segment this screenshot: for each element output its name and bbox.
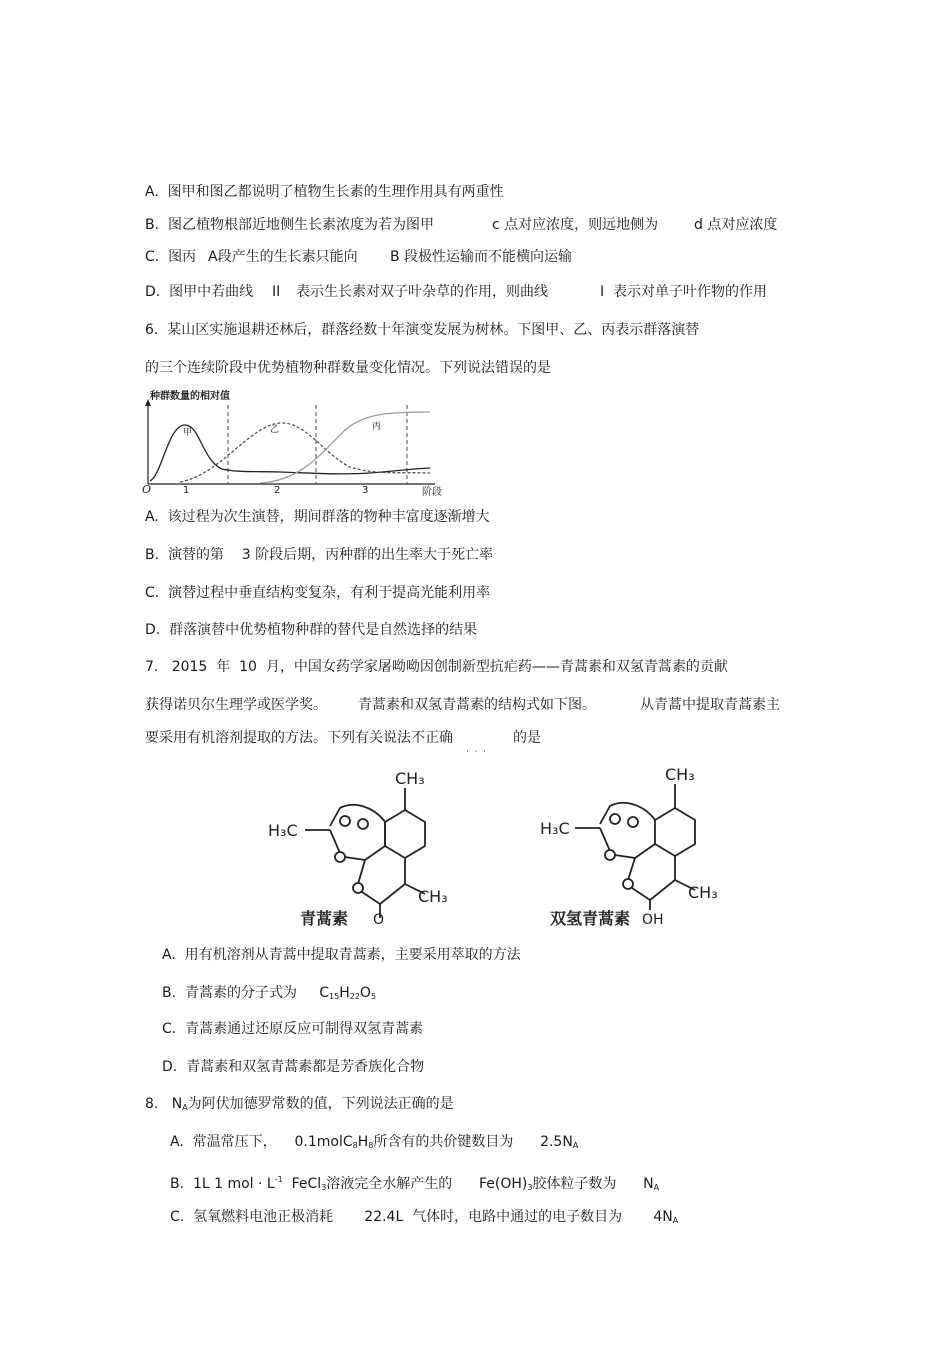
artemisinin-carbonyl-o: O <box>373 912 385 928</box>
artemisinin-structure <box>305 788 425 918</box>
curve-label-bing: 丙 <box>372 422 382 432</box>
q5-option-d-part3: 表示生长素对双子叶杂草的作用，则曲线 <box>296 284 548 300</box>
q8-c-value-sub: A <box>672 1216 679 1225</box>
q8-a-value-sub: A <box>572 1141 579 1150</box>
q8-a-sub2: 8 <box>368 1141 374 1150</box>
artemisinin-h3c: H₃C <box>268 821 298 840</box>
formula-c-sub: 15 <box>329 992 340 1001</box>
q5-option-c-part3: B 段极性运输而不能横向运输 <box>390 249 573 265</box>
q5-option-b-part3: d 点对应浓度 <box>694 217 778 233</box>
q8-option-c <box>170 1207 678 1231</box>
q8-b-n-sub: A <box>653 1183 660 1192</box>
formula-h-sub: 22 <box>349 992 360 1001</box>
q8-c-value: 4N <box>653 1209 673 1225</box>
formula-h: H <box>339 985 350 1001</box>
q7-stem-line1: 7. 2015 年 10 月，中国女药学家屠呦呦因创制新型抗疟药——青蒿素和双氢青蒿素的贡献 <box>145 659 728 675</box>
q8-b-feoh: Fe(OH) <box>478 1176 528 1192</box>
q7-option-a: A. 用有机溶剂从青蒿中提取青蒿素，主要采用萃取的方法 <box>162 947 521 963</box>
q5-option-c-part1: C. 图丙 <box>145 249 197 265</box>
q8-b-text: 溶液完全水解产生的 <box>326 1176 453 1192</box>
q8-b-prefix: B. 1L 1 mol · L <box>170 1176 275 1192</box>
q5-option-a: A. 图甲和图乙都说明了植物生长素的生理作用具有两重性 <box>145 184 504 200</box>
q7-option-b <box>162 983 376 1007</box>
graph-tick-3: 3 <box>362 485 369 496</box>
q7-stem-line3-part2: 的是 <box>513 730 541 746</box>
dihydroartemisinin-label: 双氢青蒿素 <box>550 909 631 928</box>
artemisinin-ch3-right: CH₃ <box>418 887 448 906</box>
q7-stem-line2-part3: 从青蒿中提取青蒿素主 <box>640 697 780 713</box>
q8-a-mol: 0.1molC <box>294 1134 353 1150</box>
graph-tick-2: 2 <box>274 485 281 496</box>
graph-x-label: 阶段 <box>422 487 442 498</box>
q5-option-d-part4: I 表示对单子叶作物的作用 <box>600 284 768 300</box>
q7-stem-line2-part2: 青蒿素和双氢青蒿素的结构式如下图。 <box>358 697 596 713</box>
q5-option-c-part2: A段产生的生长素只能向 <box>208 249 358 265</box>
q8-option-a <box>170 1132 578 1156</box>
q6-option-a: A. 该过程为次生演替，期间群落的物种丰富度逐渐增大 <box>145 509 490 525</box>
q6-option-c: C. 演替过程中垂直结构变复杂，有利于提高光能利用率 <box>145 585 491 601</box>
dihydroartemisinin-structure <box>575 784 695 910</box>
dihydroartemisinin-oh: OH <box>642 912 664 928</box>
q8-a-value: 2.5N <box>540 1134 573 1150</box>
succession-graph <box>140 385 470 505</box>
q8-stem-a-sub: A <box>182 1103 188 1112</box>
q8-b-sup: -1 <box>274 1175 283 1184</box>
q8-a-sub1: 8 <box>352 1141 358 1150</box>
q8-c-volume: 22.4L <box>364 1209 404 1225</box>
q6-option-b: B. 演替的第 3 阶段后期，丙种群的出生率大于死亡率 <box>145 547 494 563</box>
curve-label-jia: 甲 <box>183 428 193 438</box>
q8-stem <box>145 1094 454 1118</box>
formula-o-sub: 5 <box>370 992 377 1001</box>
molecule-structures <box>260 760 740 930</box>
formula-c: C <box>319 985 330 1001</box>
q8-b-fecl: FeCl <box>291 1176 322 1192</box>
curve-label-yi: 乙 <box>270 425 280 435</box>
q8-stem-text: 为阿伏加德罗常数的值，下列说法正确的是 <box>187 1096 454 1112</box>
dihydroartemisinin-h3c: H₃C <box>540 819 570 838</box>
q7-option-b-text: B. 青蒿素的分子式为 <box>162 985 297 1001</box>
q5-option-d-part1: D. 图甲中若曲线 <box>145 284 254 300</box>
q7-option-c: C. 青蒿素通过还原反应可制得双氢青蒿素 <box>162 1021 424 1037</box>
formula-o: O <box>359 985 371 1001</box>
q5-option-d-part2: II <box>272 284 281 300</box>
q6-stem-line1: 6. 某山区实施退耕还林后，群落经数十年演变发展为树林。下图甲、乙、丙表示群落演替 <box>145 322 700 338</box>
graph-origin: O <box>142 483 152 496</box>
q8-b-fecl-sub: 3 <box>321 1183 327 1192</box>
graph-tick-1: 1 <box>183 485 190 496</box>
q5-option-b-part2: c 点对应浓度，则远地侧为 <box>492 217 659 233</box>
q8-b-feoh-sub: 3 <box>527 1183 533 1192</box>
q8-c-text: 气体时，电路中通过的电子数目为 <box>412 1209 623 1225</box>
q7-stem-line2-part1: 获得诺贝尔生理学或医学奖。 <box>145 697 327 713</box>
q6-stem-line2: 的三个连续阶段中优势植物种群数量变化情况。下列说法错误的是 <box>145 360 551 376</box>
q8-a-h: H <box>357 1134 369 1150</box>
q8-option-b <box>170 1170 659 1198</box>
q8-b-text2: 胶体粒子数为 <box>532 1176 617 1192</box>
q8-b-n: N <box>643 1176 654 1192</box>
q8-a-text: 所含有的共价键数目为 <box>373 1134 514 1150</box>
graph-y-label: 种群数量的相对值 <box>150 391 230 402</box>
q6-option-d: D. 群落演替中优势植物种群的替代是自然选择的结果 <box>145 622 478 638</box>
q8-c-prefix: C. 氢氧燃料电池正极消耗 <box>170 1209 334 1225</box>
artemisinin-ch3-top: CH₃ <box>395 769 425 788</box>
dihydroartemisinin-ch3-right: CH₃ <box>688 883 718 902</box>
q7-stem-line3-part1: 要采用有机溶剂提取的方法。下列有关说法不正确 <box>145 730 453 746</box>
q5-option-b-part1: B. 图乙植物根部近地侧生长素浓度为若为图甲 <box>145 217 434 233</box>
q8-a-prefix: A. 常温常压下， <box>170 1134 277 1150</box>
artemisinin-label: 青蒿素 <box>300 909 349 928</box>
q8-stem-n: 8. N <box>145 1096 183 1112</box>
dihydroartemisinin-ch3-top: CH₃ <box>665 765 695 784</box>
q7-option-d: D. 青蒿素和双氢青蒿素都是芳香族化合物 <box>162 1059 425 1075</box>
emphasis-dots: · · · <box>466 747 487 757</box>
